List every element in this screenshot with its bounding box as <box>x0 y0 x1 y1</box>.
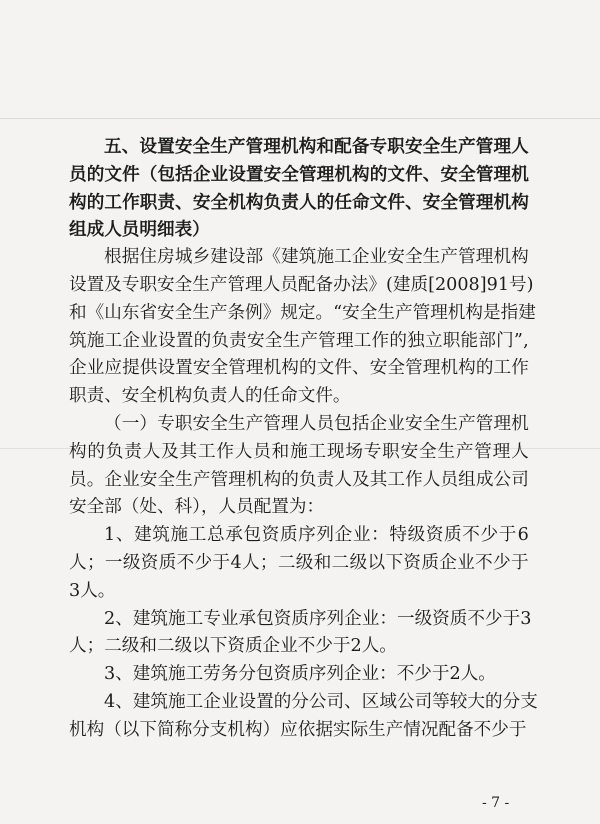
text-line: 3、建筑施工劳务分包资质序列企业：不少于2人。 <box>104 664 496 685</box>
text-line: 2 、 建 筑 施 工 专 业 承 包 资 质 序 列 企 业 ： 一 级 资 质 不 少 于 3 <box>104 608 532 629</box>
text-line: 3人。 <box>69 580 116 601</box>
text-line: 五 、 设 置 安 全 生 产 管 理 机 构 和 配 备 专 职 安 全 生 产 管 理 人 <box>104 136 529 157</box>
page-number: - 7 - <box>482 795 510 811</box>
paragraph-p7 <box>69 689 538 745</box>
paragraph-p6 <box>69 661 529 689</box>
text-line: 员 。 企 业 安 全 生 产 管 理 机 构 的 负 责 人 及 其 工 作 人 员 组 成 公 司 <box>69 469 529 490</box>
text-line: 和 《 山 东 省 安 全 生 产 条 例 》 规 定 。 “ 安 全 生 产 管 理 机 构 是 指 建 <box>69 302 536 323</box>
paragraph-p2 <box>69 244 536 411</box>
text-line: 根 据 住 房 城 乡 建 设 部 《 建 筑 施 工 企 业 安 全 生 产 管 理 机 构 <box>104 247 529 268</box>
paragraph-p1 <box>69 133 529 244</box>
text-line: 4 、 建 筑 施 工 企 业 设 置 的 分 公 司 、 区 域 公 司 等 较 大 的 分 支 <box>104 691 538 712</box>
document-body <box>69 133 538 745</box>
text-line: 人 ； 一 级 资 质 不 少 于 4 人 ； 二 级 和 二 级 以 下 资 质 企 业 不 少 于 <box>69 552 529 573</box>
text-line: 组成人员明细表） <box>69 219 210 241</box>
text-line: 机构（以下简称分支机构）应依据实际生产情况配备不少于 <box>69 719 527 740</box>
paragraph-p5 <box>69 606 532 662</box>
text-line: 员 的 文 件 （ 包 括 企 业 设 置 安 全 管 理 机 构 的 文 件 、 安 全 管 理 机 <box>69 163 529 185</box>
scan-fold-line <box>0 118 600 119</box>
text-line: 1 、 建 筑 施 工 总 承 包 资 质 序 列 企 业 ： 特 级 资 质 不 少 于 6 <box>104 525 529 546</box>
paragraph-p3 <box>69 411 529 522</box>
text-line: 构 的 负 责 人 及 其 工 作 人 员 和 施 工 现 场 专 职 安 全 生 产 管 理 人 <box>69 441 529 462</box>
text-line: 构 的 工 作 职 责 、 安 全 机 构 负 责 人 的 任 命 文 件 、 安 全 管 理 机 构 <box>69 191 529 213</box>
text-line: 人；二级和二级以下资质企业不少于2人。 <box>69 636 397 657</box>
text-line: （ 一 ） 专 职 安 全 生 产 管 理 人 员 包 括 企 业 安 全 生 产 管 理 机 <box>104 413 529 434</box>
paragraph-p4 <box>69 522 529 605</box>
text-line: 企 业 应 提 供 设 置 安 全 管 理 机 构 的 文 件 、 安 全 管 理 机 构 的 工 作 <box>69 358 529 379</box>
text-line: 职责、安全机构负责人的任命文件。 <box>69 386 351 407</box>
text-line: 设 置 及 专 职 安 全 生 产 管 理 人 员 配 备 办 法 》 ( 建 质 [ 2 0 0 8 ] 9 1 号 ) <box>69 274 534 295</box>
text-line: 安全部（处、科），人员配置为： <box>69 497 325 518</box>
text-line: 筑 施 工 企 业 设 置 的 负 责 安 全 生 产 管 理 工 作 的 独 立 职 能 部 门 ” , <box>69 330 529 351</box>
